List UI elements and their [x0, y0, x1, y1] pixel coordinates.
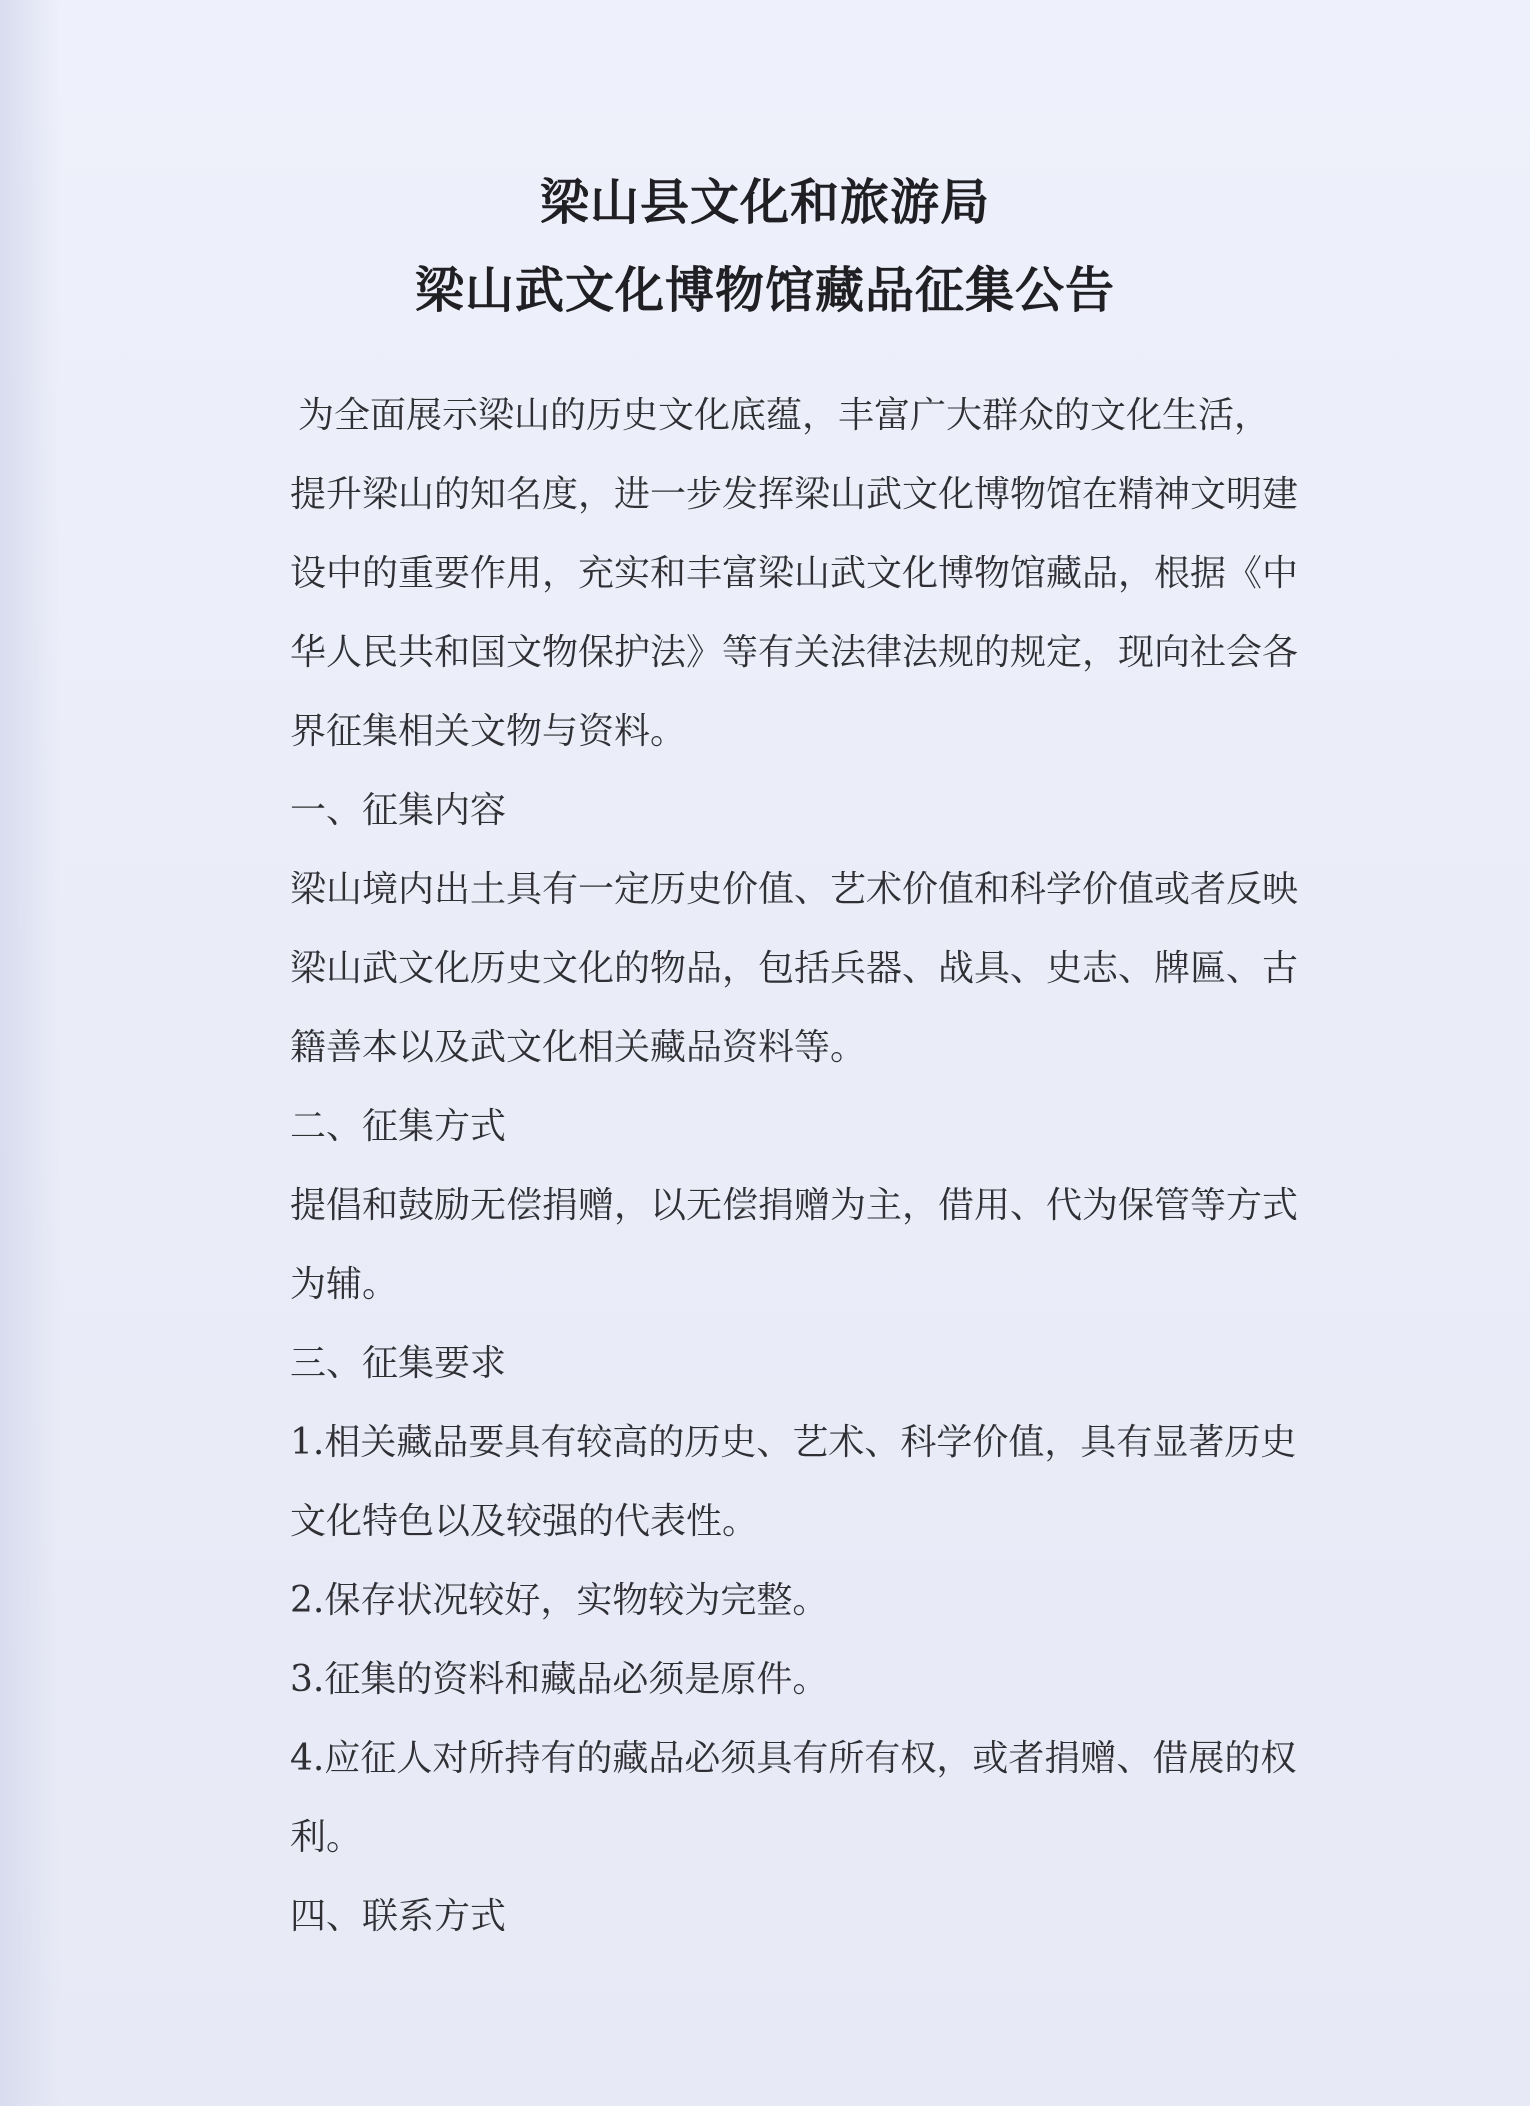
requirement-item: 2.保存状况较好，实物较为完整。 [290, 1580, 829, 1621]
section-heading-method: 二、征集方式 [290, 1106, 507, 1147]
paragraph-line: 提升梁山的知名度，进一步发挥梁山武文化博物馆在精神文明建 [290, 474, 1299, 515]
paragraph-line: 文化特色以及较强的代表性。 [290, 1501, 759, 1542]
section-heading-content: 一、征集内容 [290, 790, 507, 831]
document-title-issuer: 梁山县文化和旅游局 [539, 174, 990, 231]
requirement-item: 3.征集的资料和藏品必须是原件。 [290, 1659, 829, 1700]
paragraph-line: 华人民共和国文物保护法》等有关法律法规的规定，现向社会各 [290, 632, 1299, 673]
title-block [0, 174, 1530, 319]
paragraph-line: 梁山境内出土具有一定历史价值、艺术价值和科学价值或者反映 [290, 869, 1299, 910]
paragraph-line: 设中的重要作用，充实和丰富梁山武文化博物馆藏品，根据《中 [290, 553, 1299, 594]
paragraph-line: 界征集相关文物与资料。 [290, 711, 687, 752]
scan-shadow-edge [0, 0, 60, 2106]
section-heading-contact: 四、联系方式 [290, 1896, 507, 1937]
document-title-subject: 梁山武文化博物馆藏品征集公告 [414, 262, 1115, 319]
paragraph-line: 利。 [290, 1817, 363, 1858]
paragraph-line: 为辅。 [290, 1264, 399, 1305]
paragraph-line: 籍善本以及武文化相关藏品资料等。 [290, 1027, 867, 1068]
paragraph-line: 为全面展示梁山的历史文化底蕴，丰富广大群众的文化生活， [298, 395, 1271, 436]
paragraph-line: 提倡和鼓励无偿捐赠，以无偿捐赠为主，借用、代为保管等方式 [290, 1185, 1299, 1226]
requirement-item: 1.相关藏品要具有较高的历史、艺术、科学价值，具有显著历史 [290, 1422, 1297, 1463]
paragraph-line: 梁山武文化历史文化的物品，包括兵器、战具、史志、牌匾、古 [290, 948, 1299, 989]
section-heading-requirements: 三、征集要求 [290, 1343, 507, 1384]
document-body [290, 376, 1330, 1956]
requirement-item: 4.应征人对所持有的藏品必须具有所有权，或者捐赠、借展的权 [290, 1738, 1297, 1779]
